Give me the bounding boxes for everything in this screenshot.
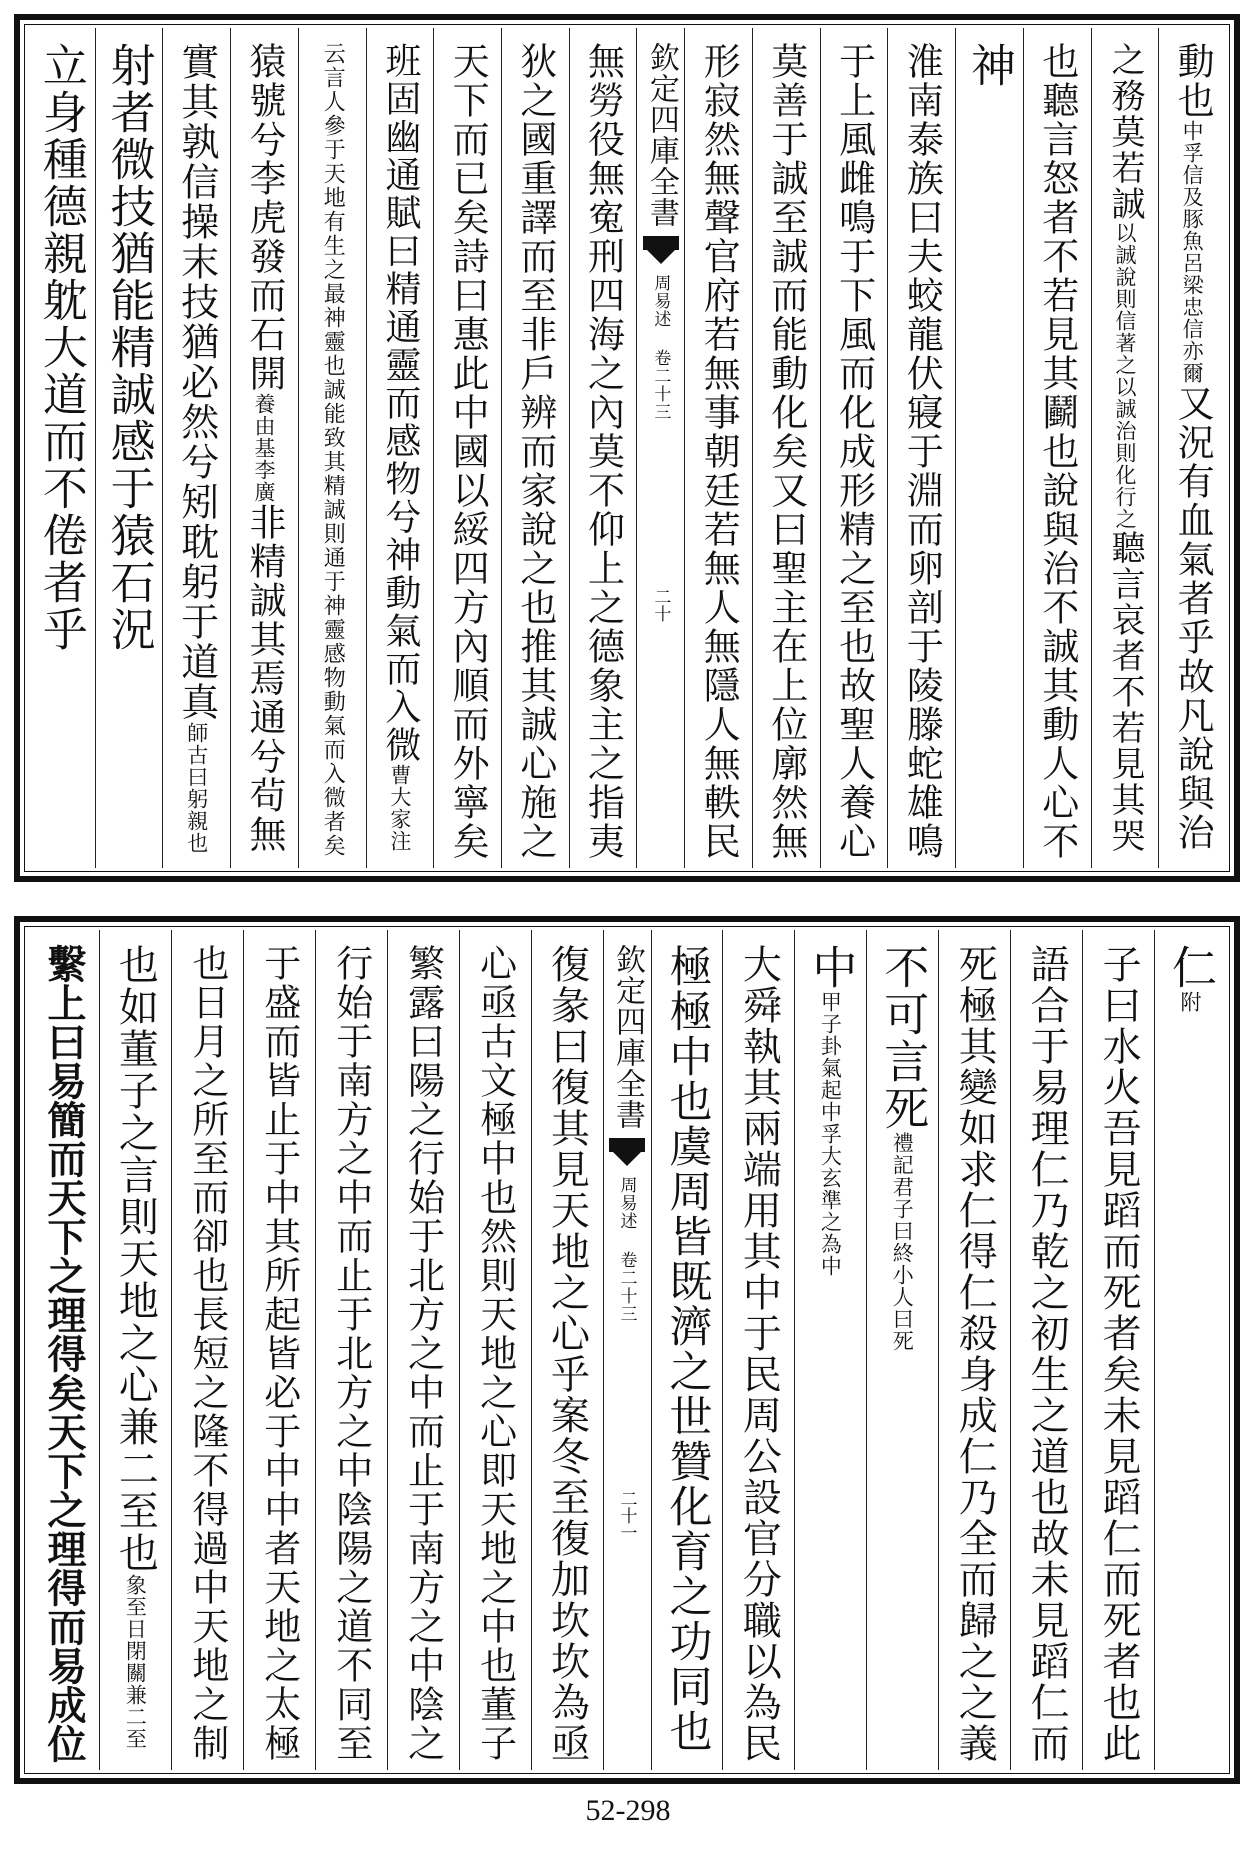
commentary-note: 甲子卦氣起中孚大玄準之為中 (818, 991, 843, 1277)
text-column (298, 28, 366, 868)
commentary-note: 象至日閉關兼二至 (123, 1574, 148, 1750)
main-text-continued: 案冬至復加坎坎為亟 (544, 1395, 590, 1764)
center-margin-column (603, 930, 651, 1770)
column-text (329, 944, 373, 1763)
main-text: 子曰水火吾見蹈而死者矣未見蹈仁而死者也此 (1096, 944, 1142, 1764)
main-text: 立身種德親躭大道而不倦者乎 (34, 42, 88, 653)
commentary-note: 中孚信及豚魚呂梁忠信亦爾 (1180, 120, 1205, 384)
column-text (112, 944, 159, 1750)
column-text (963, 42, 1017, 89)
volume-label: 周易述 卷二十三 (650, 274, 671, 421)
column-text (1035, 42, 1079, 861)
column-text (243, 42, 286, 854)
column-text (900, 42, 944, 861)
main-text: 繫上曰易簡而天下之理得矣天下之理得而易成位 (40, 944, 87, 1763)
column-text (581, 42, 625, 861)
commentary-note: 曹大家注 (387, 764, 412, 852)
commentary-note: 以誠說則信著之以誠治則化行之 (1112, 222, 1137, 530)
main-text: 大舜執其兩端用其中于民周公設官分職以為民 (736, 944, 782, 1764)
volume-label: 周易述 卷二十三 (616, 1176, 637, 1323)
text-column (28, 28, 95, 868)
column-text (662, 944, 713, 1754)
main-text-continued: 聽言哀者不若見其哭 (1104, 530, 1145, 854)
text-column (459, 930, 531, 1770)
text-column (569, 28, 637, 868)
main-text: 云言人參于天地有生之最神靈也誠能致其精誠則通于神靈感物動氣而入微者矣 (320, 42, 346, 858)
column-text (401, 944, 445, 1763)
column-text (804, 944, 858, 1277)
book-title: 欽定四庫全書 (643, 42, 679, 228)
text-column (722, 930, 794, 1770)
column-text (1164, 944, 1218, 1013)
text-column (95, 28, 163, 868)
column-text (544, 944, 590, 1764)
text-column (531, 930, 603, 1770)
main-text: 也日月之所至而卻也長短之隆不得過中天地之制 (185, 944, 229, 1763)
column-text (320, 42, 346, 858)
main-text: 猿號兮李虎發而石開 (243, 42, 286, 393)
text-column (651, 930, 723, 1770)
column-text (379, 42, 421, 852)
column-text (513, 42, 557, 861)
text-column (684, 28, 752, 868)
main-text: 死極其變如求仁得仁殺身成仁乃全而歸之之義 (952, 944, 998, 1764)
main-text: 神 (963, 42, 1017, 89)
main-text: 語合于易理仁乃乾之初生之道也故未見蹈仁而 (1024, 944, 1070, 1764)
text-column (794, 930, 866, 1770)
page-number: 52-298 (585, 1794, 671, 1827)
leaf-number: 二十 (650, 588, 671, 622)
leaf-number: 二十一 (616, 1490, 637, 1541)
main-text-continued: 非精誠其焉通兮茍無 (243, 503, 286, 854)
commentary-note: 附 (1178, 991, 1203, 1013)
text-column (752, 28, 820, 868)
text-column (501, 28, 569, 868)
main-text: 仁 (1164, 944, 1218, 991)
main-text: 中 (804, 944, 858, 991)
top-text-columns (28, 28, 1226, 868)
text-column (99, 930, 171, 1770)
top-page-panel (14, 14, 1240, 882)
column-text (764, 42, 808, 861)
center-margin-column (636, 28, 684, 868)
column-text (952, 944, 998, 1764)
main-text: 也聽言怒者不若見其鬬也說與治不誠其動人心不 (1035, 42, 1079, 861)
commentary-note: 師古曰躬親也 (184, 722, 209, 854)
text-column (887, 28, 955, 868)
book-title: 欽定四庫全書 (610, 944, 645, 1130)
bottom-text-columns (28, 930, 1226, 1770)
column-text (446, 42, 490, 861)
column-text (257, 944, 301, 1763)
text-column (315, 930, 387, 1770)
column-text (102, 42, 156, 653)
main-text: 實其孰信操末技猶必然兮矧耽躬于道真 (174, 42, 219, 722)
commentary-note: 養由基李廣 (252, 393, 276, 503)
text-column (366, 28, 434, 868)
text-column (820, 28, 888, 868)
column-text (1024, 944, 1070, 1764)
main-text: 心亟古文極中也然則天地之心即天地之中也董子 (473, 944, 517, 1763)
text-column (1154, 930, 1226, 1770)
main-text: 淮南泰族曰夫蛟龍伏寢于淵而卵剖于陵滕蛇雄鳴 (900, 42, 944, 861)
text-column (433, 28, 501, 868)
column-text (697, 42, 741, 861)
main-text: 之務莫若誠 (1104, 42, 1145, 222)
text-column (1091, 28, 1159, 868)
column-text (1096, 944, 1142, 1764)
column-text (40, 944, 87, 1763)
text-column (1010, 930, 1082, 1770)
main-text: 班固幽通賦曰精通靈而感物兮神動氣而入微 (379, 42, 421, 764)
column-text (736, 944, 782, 1764)
column-text (185, 944, 229, 1763)
text-column (230, 28, 298, 868)
main-text: 繁露曰陽之行始于北方之中而止于南方之中陰之 (401, 944, 445, 1763)
main-text: 射者微技猶能精誠感于猿石況 (102, 42, 156, 653)
bottom-page-panel (14, 916, 1240, 1784)
main-text: 天下而已矣詩曰惠此中國以綏四方內順而外寧矣 (446, 42, 490, 861)
text-column (1023, 28, 1091, 868)
column-text (832, 42, 876, 861)
text-column (28, 930, 99, 1770)
main-text: 也如董子之言則天地之心兼二至也 (112, 944, 159, 1574)
fishtail-mark-icon (643, 236, 679, 266)
text-column (387, 930, 459, 1770)
main-text-continued: 又況有血氣者乎故凡說與治 (1171, 384, 1215, 852)
main-text: 無勞役無寃刑四海之內莫不仰上之德象主之指夷 (581, 42, 625, 861)
column-text (473, 944, 517, 1763)
main-text: 極極中也虞周皆既濟之世贊化育之功同也 (662, 944, 713, 1754)
main-text: 于盛而皆止于中其所起皆必于中中者天地之太極 (257, 944, 301, 1763)
main-text: 于上風雌鳴于下風而化成形精之至也故聖人養心 (832, 42, 876, 861)
main-text: 復彖曰復其見天地之心乎 (544, 944, 590, 1395)
main-text: 行始于南方之中而止于北方之中陰陽之道不同至 (329, 944, 373, 1763)
column-text (34, 42, 88, 653)
text-column (171, 930, 243, 1770)
column-text (1171, 42, 1215, 852)
commentary-note: 禮記君子曰終小人曰死 (890, 1132, 915, 1352)
text-column (955, 28, 1023, 868)
text-column (1158, 28, 1226, 868)
main-text: 狄之國重譯而至非戶辨而家說之也推其誠心施之 (513, 42, 557, 861)
text-column (243, 930, 315, 1770)
main-text: 形寂然無聲官府若無事朝廷若無人無隱人無軼民 (697, 42, 741, 861)
main-text: 不可言死 (876, 944, 930, 1132)
column-text (876, 944, 930, 1352)
main-text: 動也 (1171, 42, 1215, 120)
text-column (1082, 930, 1154, 1770)
column-text (1104, 42, 1145, 854)
text-column (938, 930, 1010, 1770)
column-text (174, 42, 219, 854)
text-column (162, 28, 230, 868)
fishtail-mark-icon (609, 1138, 645, 1168)
text-column (866, 930, 938, 1770)
main-text: 莫善于誠至誠而能動化矣又曰聖主在上位廓然無 (764, 42, 808, 861)
